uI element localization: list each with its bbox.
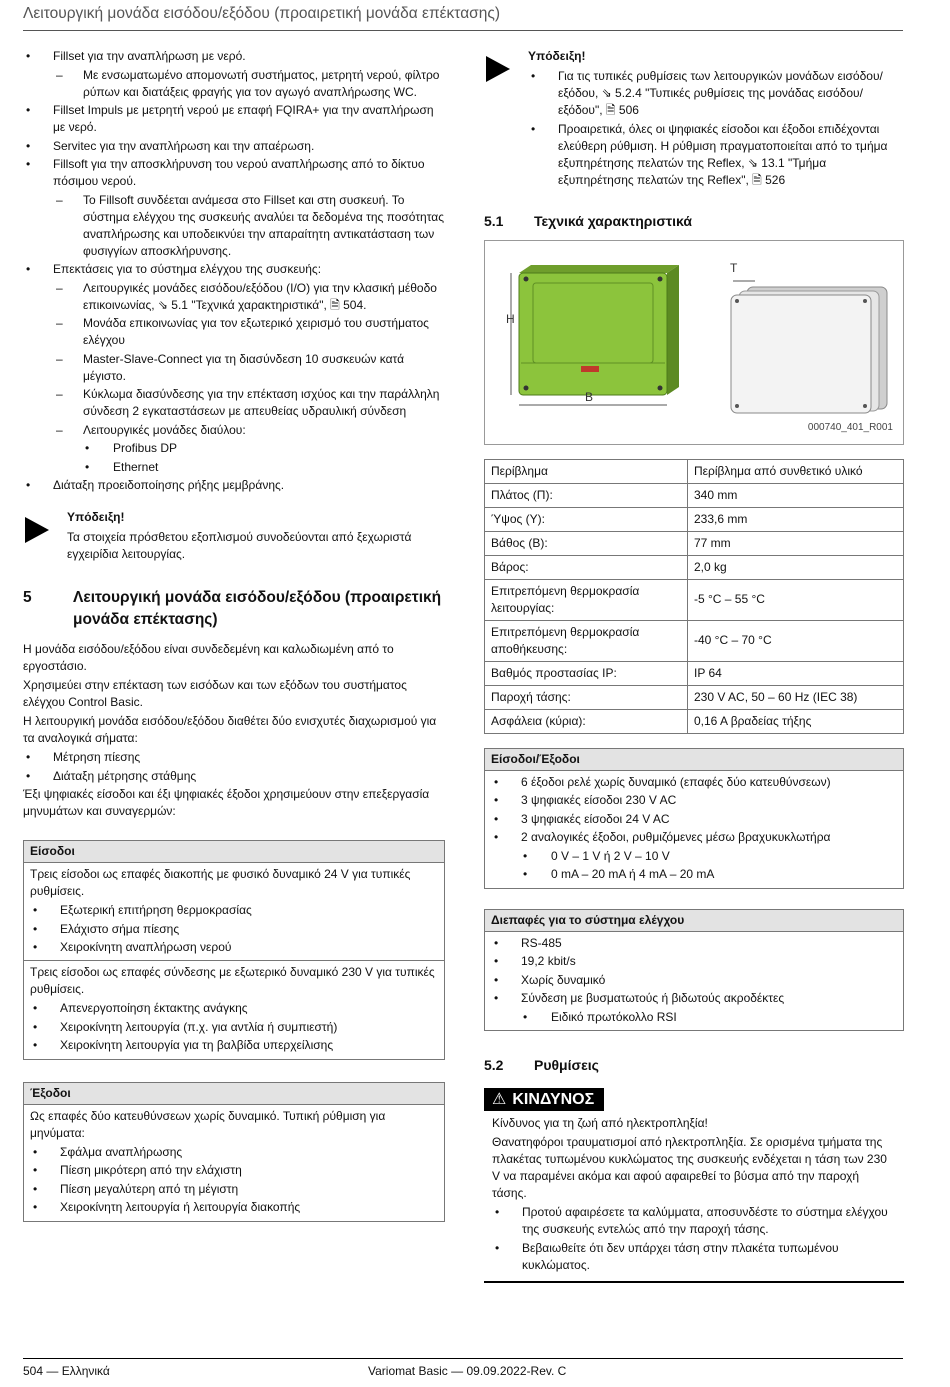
interface-box: [484, 909, 904, 1032]
paragraph: Η μονάδα εισόδου/εξόδου είναι συνδεδεμένη και καλωδιωμένη από το εργοστάσιο.: [23, 642, 394, 673]
notice-list: [528, 68, 904, 189]
table-row: [485, 685, 904, 709]
spec-key: Πλάτος (Π):: [485, 483, 688, 507]
section-heading: [23, 587, 445, 631]
notice-arrow-icon: [25, 517, 49, 543]
section-number: 5.1: [484, 212, 504, 229]
io-box-content: [485, 771, 903, 888]
table-row: [485, 620, 904, 661]
spec-value: 0,16 A βραδείας τήξης: [688, 709, 904, 733]
list-item: • Servitec για την αναπλήρωση και την απαέρωση.: [23, 138, 445, 155]
notice-box: [23, 509, 445, 563]
list-item: • Διάταξη προειδοποίησης ρήξης μεμβράνης.: [23, 477, 445, 494]
inputs-box-title: Είσοδοι: [24, 841, 444, 863]
list-item: – Το Fillsoft συνδέεται ανάμεσα στο Fillset και στη συσκευή. Το σύστημα ελέγχου της συσκευής αναλύει τα δεδομένα της ποσότητας αναπλήρωσης και υποδεικνύει την απαραίτητη αντικατάσταση των φυσιγγίων αποσκλήρυνσης.: [23, 192, 445, 260]
list-item: – Κύκλωμα διασύνδεσης για την επέκταση ισχύος και την παράλληλη σύνδεση 2 εγκαταστάσεων με απευθείας υδραυλική σύνδεση: [23, 386, 445, 420]
label-h: H: [506, 311, 515, 326]
inputs-list: [30, 1000, 438, 1054]
inputs-box: [23, 840, 445, 1060]
interface-list: [491, 935, 897, 1026]
warning-icon: ⚠: [492, 1091, 507, 1108]
notice-title: Υπόδειξη!: [67, 510, 125, 524]
list-item: • Πίεση μεγαλύτερη από τη μέγιστη: [30, 1181, 438, 1198]
list-item: • Σφάλμα αναπλήρωσης: [30, 1144, 438, 1161]
device-illustration: [485, 241, 903, 442]
outputs-box: [23, 1082, 445, 1222]
list-item: • Διάταξη μέτρησης στάθμης: [23, 768, 445, 785]
section-heading: [484, 213, 904, 230]
list-item: – Master-Slave-Connect για τη διασύνδεση 10 συσκευών κατά μέγιστο.: [23, 351, 445, 385]
list-item: • Fillset Impuls με μετρητή νερού με επαφή FQIRA+ για την αναπλήρωση με νερό.: [23, 102, 445, 136]
interface-box-content: [485, 932, 903, 1031]
table-row: [485, 459, 904, 483]
page-footer: [23, 1358, 903, 1378]
list-item: • Για τις τυπικές ρυθμίσεις των λειτουργικών μονάδων εισόδου/εξόδου, ⇘ 5.2.4 "Τυπικές ρυθμίσεις της μονάδας εισόδου/εξόδου", 🗎 506: [528, 68, 904, 119]
spec-value: -40 °C – 70 °C: [688, 620, 904, 661]
list-item: • Profibus DP: [23, 440, 445, 457]
list-item: • Χειροκίνητη λειτουργία (π.χ. για αντλία ή συμπιεστή): [30, 1019, 438, 1036]
spec-value: 2,0 kg: [688, 555, 904, 579]
table-row: [485, 531, 904, 555]
table-row: [485, 579, 904, 620]
list-item: • Χειροκίνητη αναπλήρωση νερού: [30, 939, 438, 956]
accessory-list: [23, 48, 445, 494]
green-housing: [519, 265, 679, 395]
list-item: • Ελάχιστο σήμα πίεσης: [30, 921, 438, 938]
spec-value: 77 mm: [688, 531, 904, 555]
figure-caption: 000740_401_R001: [807, 421, 893, 433]
list-item: • 6 έξοδοι ρελέ χωρίς δυναμικό (επαφές δύο κατευθύνσεων): [491, 774, 897, 791]
paragraph: Χρησιμεύει στην επέκταση των εισόδων και των εξόδων του συστήματος ελέγχου Control Basic.: [23, 678, 407, 709]
danger-label: [484, 1088, 604, 1111]
footer-document-title: Variomat Basic — 09.09.2022-Rev. C: [368, 1364, 567, 1378]
list-item: • 0 mA – 20 mA ή 4 mA – 20 mA: [491, 866, 897, 883]
spec-key: Ασφάλεια (κύρια):: [485, 709, 688, 733]
spec-key: Βάρος:: [485, 555, 688, 579]
table-row: [485, 507, 904, 531]
footer-page-number: 504 — Ελληνικά: [23, 1364, 110, 1378]
list-item: • 19,2 kbit/s: [491, 953, 897, 970]
inputs-intro: Τρεις είσοδοι ως επαφές σύνδεσης με εξωτερικό δυναμικό 230 V για τυπικές ρυθμίσεις.: [30, 965, 435, 996]
outputs-list: [30, 1144, 438, 1217]
list-item: • Προτού αφαιρέσετε τα καλύμματα, αποσυνδέστε το σύστημα ελέγχου της συσκευής εντελώς από την παροχή τάσης.: [492, 1204, 896, 1238]
list-item: • Ethernet: [23, 459, 445, 476]
list-item: • Προαιρετικά, όλες οι ψηφιακές είσοδοι και έξοδοι επιδέχονται ελεύθερη ρύθμιση. Η ρύθμιση πραγματοποιείται από το τμήμα εξυπηρέτησης πελατών της Reflex, ⇘ 13.1 "Τμήμα εξυπηρέτησης πελατών της Reflex", 🗎 526: [528, 121, 904, 189]
list-item: • 0 V – 1 V ή 2 V – 10 V: [491, 848, 897, 865]
list-item: • Εξωτερική επιτήρηση θερμοκρασίας: [30, 902, 438, 919]
notice-arrow-icon: [486, 56, 510, 82]
inputs-box-content: [24, 863, 444, 1059]
outputs-box-title: Έξοδοι: [24, 1083, 444, 1105]
list-item: • Σύνδεση με βυσματωτούς ή βιδωτούς ακροδέκτες: [491, 990, 897, 1007]
list-item: – Λειτουργικές μονάδες διαύλου:: [23, 422, 445, 439]
list-item: • Fillset για την αναπλήρωση με νερό.: [23, 48, 445, 65]
inputs-list: [30, 902, 438, 956]
list-item: • Χειροκίνητη λειτουργία για τη βαλβίδα υπερχείλισης: [30, 1037, 438, 1054]
list-item: – Μονάδα επικοινωνίας για τον εξωτερικό χειρισμό του συστήματος ελέγχου: [23, 315, 445, 349]
list-item: • 2 αναλογικές έξοδοι, ρυθμιζόμενες μέσω βραχυκυκλωτήρα: [491, 829, 897, 846]
spec-value: 233,6 mm: [688, 507, 904, 531]
list-item: • Fillsoft για την αποσκλήρυνση του νερού αναπλήρωσης από το δίκτυο πόσιμου νερού.: [23, 156, 445, 190]
io-box: [484, 748, 904, 889]
spec-key: Ύψος (Υ):: [485, 507, 688, 531]
danger-label-text: ΚΙΝΔΥΝΟΣ: [512, 1091, 595, 1108]
outputs-intro: Ως επαφές δύο κατευθύνσεων χωρίς δυναμικό. Τυπική ρύθμιση για μηνύματα:: [30, 1108, 386, 1140]
list-item: • Χωρίς δυναμικό: [491, 972, 897, 989]
danger-body: [484, 1111, 904, 1283]
danger-box: [484, 1088, 904, 1283]
right-column: [484, 48, 904, 1283]
spec-key: Βαθμός προστασίας IP:: [485, 661, 688, 685]
list-item: • Απενεργοποίηση έκτακτης ανάγκης: [30, 1000, 438, 1017]
interface-box-title: Διεπαφές για το σύστημα ελέγχου: [485, 910, 903, 932]
specs-table: [484, 459, 904, 734]
list-item: – Λειτουργικές μονάδες εισόδου/εξόδου (I/O) για την κλασική μέθοδο επικοινωνίας, ⇘ 5.1 "Τεχνικά χαρακτηριστικά", 🗎 504.: [23, 280, 445, 314]
outputs-box-content: [24, 1105, 444, 1221]
danger-list: [492, 1204, 896, 1274]
spec-key: Βάθος (Β):: [485, 531, 688, 555]
grey-housing: [731, 287, 887, 413]
spec-key: Επιτρεπόμενη θερμοκρασία λειτουργίας:: [485, 579, 688, 620]
list-item: • Χειροκίνητη λειτουργία ή λειτουργία διακοπής: [30, 1199, 438, 1216]
spec-value: 230 V AC, 50 – 60 Hz (IEC 38): [688, 685, 904, 709]
list-item: • RS-485: [491, 935, 897, 952]
spec-value: Περίβλημα από συνθετικό υλικό: [688, 459, 904, 483]
spec-key: Περίβλημα: [485, 459, 688, 483]
list-item: • 3 ψηφιακές είσοδοι 24 V AC: [491, 811, 897, 828]
list-item: – Με ενσωματωμένο απομονωτή συστήματος, μετρητή νερού, φίλτρο ρύπων και διατάξεις φραγής για τον αγωγό αναπλήρωσης WC.: [23, 67, 445, 101]
table-row: [485, 555, 904, 579]
page-header: Λειτουργική μονάδα εισόδου/εξόδου (προαιρετική μονάδα επέκτασης): [23, 5, 903, 31]
table-row: [485, 483, 904, 507]
device-figure: [484, 240, 904, 445]
io-list: [491, 774, 897, 884]
left-column: [23, 48, 445, 1222]
label-t: T: [730, 260, 738, 275]
divider: [24, 960, 444, 961]
label-b: B: [585, 389, 594, 404]
section-title: Λειτουργική μονάδα εισόδου/εξόδου (προαιρετική μονάδα επέκτασης): [73, 589, 442, 628]
list-item: • Μέτρηση πίεσης: [23, 749, 445, 766]
danger-text: Θανατηφόροι τραυματισμοί από ηλεκτροπληξία. Σε ορισμένα τμήματα της πλακέτας τυπωμένου κυκλώματος της συσκευής ενδέχεται η τάση των 230 V να παραμένει ακόμα και αφού αφαιρεθεί το βύσμα από την παροχή τάσης.: [492, 1135, 887, 1200]
list-item: • 3 ψηφιακές είσοδοι 230 V AC: [491, 792, 897, 809]
spec-key: Παροχή τάσης:: [485, 685, 688, 709]
paragraph: Η λειτουργική μονάδα εισόδου/εξόδου διαθέτει δύο ενισχυτές διαχωρισμού για τα αναλογικά σήματα:: [23, 714, 437, 745]
notice-box: [484, 48, 904, 189]
section-title: Τεχνικά χαρακτηριστικά: [534, 212, 692, 229]
notice-title: Υπόδειξη!: [528, 49, 586, 63]
list-item: • Ειδικό πρωτόκολλο RSI: [491, 1009, 897, 1026]
inputs-intro: Τρεις είσοδοι ως επαφές διακοπής με φυσικό δυναμικό 24 V για τυπικές ρυθμίσεις.: [30, 867, 411, 898]
section-title: Ρυθμίσεις: [534, 1057, 599, 1073]
section-heading: [484, 1057, 904, 1074]
list-item: • Πίεση μικρότερη από την ελάχιστη: [30, 1162, 438, 1179]
notice-text: Τα στοιχεία πρόσθετου εξοπλισμού συνοδεύονται από ξεχωριστά εγχειρίδια λειτουργίας.: [67, 530, 412, 561]
io-box-title: Είσοδοι/Έξοδοι: [485, 749, 903, 771]
table-row: [485, 709, 904, 733]
spec-value: 340 mm: [688, 483, 904, 507]
spec-value: -5 °C – 55 °C: [688, 579, 904, 620]
list-item: • Επεκτάσεις για το σύστημα ελέγχου της συσκευής:: [23, 261, 445, 278]
section-number: 5: [23, 589, 32, 606]
spec-value: IP 64: [688, 661, 904, 685]
list-item: • Βεβαιωθείτε ότι δεν υπάρχει τάση στην πλακέτα τυπωμένου κυκλώματος.: [492, 1240, 896, 1274]
section-number: 5.2: [484, 1057, 504, 1073]
danger-text: Κίνδυνος για τη ζωή από ηλεκτροπληξία!: [492, 1116, 708, 1130]
paragraph: Έξι ψηφιακές είσοδοι και έξι ψηφιακές έξοδοι χρησιμεύουν στην επεξεργασία μηνυμάτων και συναγερμών:: [23, 787, 430, 818]
table-row: [485, 661, 904, 685]
spec-key: Επιτρεπόμενη θερμοκρασία αποθήκευσης:: [485, 620, 688, 661]
signal-list: [23, 749, 445, 785]
